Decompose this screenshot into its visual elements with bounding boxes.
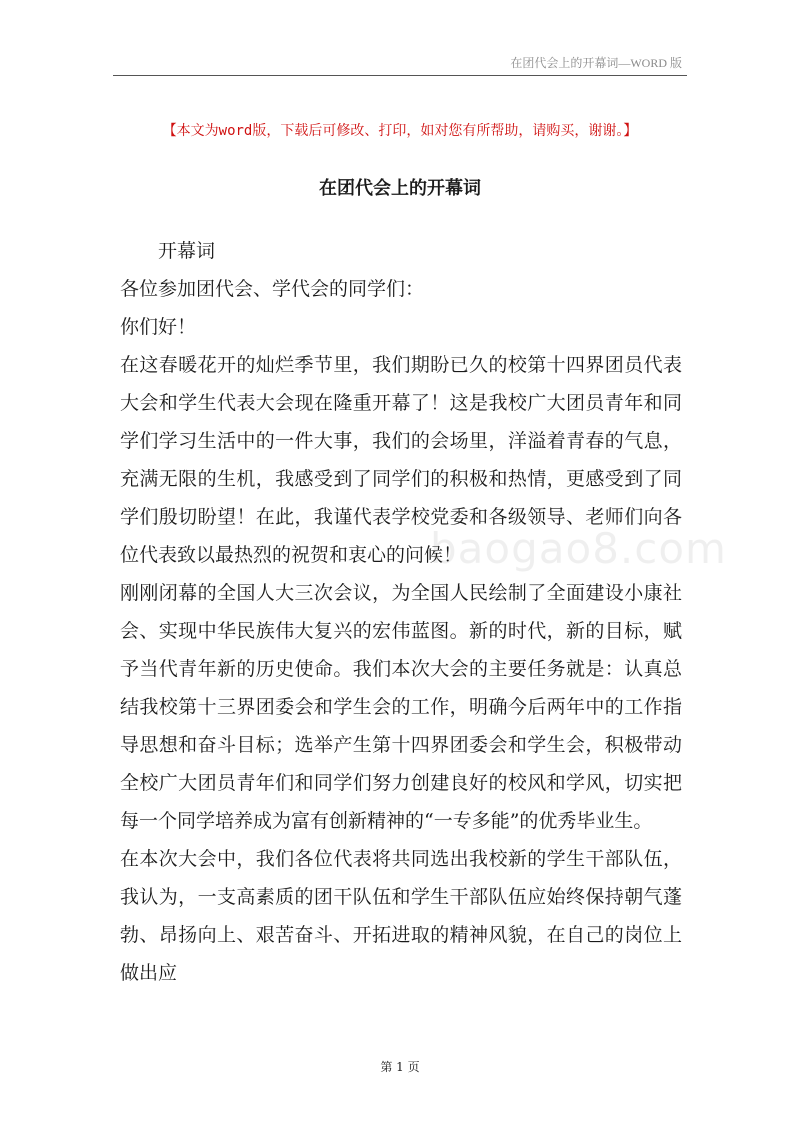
running-header-title: 在团代会上的开幕词—WORD 版 (510, 56, 682, 70)
document-body (120, 232, 682, 992)
purchase-notice: 【本文为word版，下载后可修改、打印，如对您有所帮助，请购买，谢谢。】 (162, 123, 638, 139)
paragraph: 你们好！ (120, 316, 197, 338)
document-title: 在团代会上的开幕词 (319, 178, 481, 199)
watermark: baogao8.com (430, 524, 727, 573)
paragraph: 开幕词 (120, 240, 216, 262)
paragraph: 各位参加团代会、学代会的同学们： (120, 278, 425, 300)
paragraph: 在这春暖花开的灿烂季节里，我们期盼已久的校第十四界团员代表大会和学生代表大会现在隆重开幕了！这是我校广大团员青年和同学们学习生活中的一件大事，我们的会场里，洋溢着青春的气息，充满无限的生机，我感受到了同学们的积极和热情，更感受到了同学们殷切盼望！在此，我谨代表学校党委和各级领导、老师们向各位代表致以最热烈的祝贺和衷心的问候！ (120, 354, 682, 566)
paragraph: 刚刚闭幕的全国人大三次会议，为全国人民绘制了全面建设小康社会、实现中华民族伟大复兴的宏伟蓝图。新的时代，新的目标，赋予当代青年新的历史使命。我们本次大会的主要任务就是：认真总结我校第十三界团委会和学生会的工作，明确今后两年中的工作指导思想和奋斗目标；选举产生第十四界团委会和学生会，积极带动全校广大团员青年们和同学们努力创建良好的校风和学风，切实把每一个同学培养成为富有创新精神的“一专多能”的优秀毕业生。 (120, 582, 682, 832)
page-number: 第 1 页 (380, 1060, 420, 1074)
header-divider (113, 75, 687, 76)
paragraph: 在本次大会中，我们各位代表将共同选出我校新的学生干部队伍，我认为，一支高素质的团干队伍和学生干部队伍应始终保持朝气蓬勃、昂扬向上、艰苦奋斗、开拓进取的精神风貌，在自己的岗位上做出应 (120, 848, 682, 984)
